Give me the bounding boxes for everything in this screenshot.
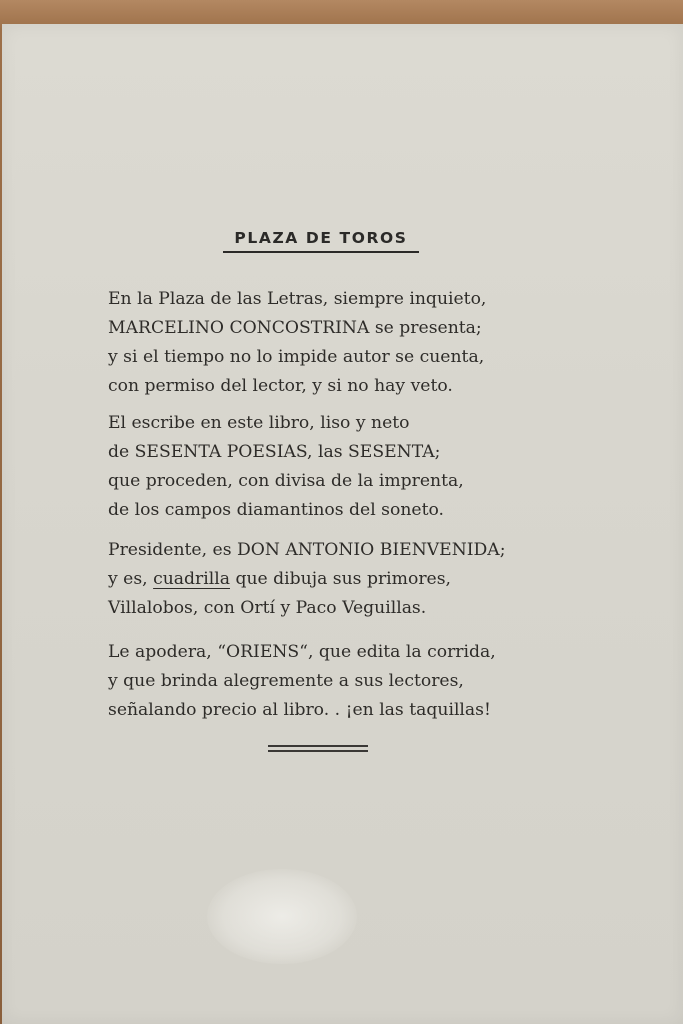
verse-line: Presidente, es DON ANTONIO BIENVENIDA;: [108, 540, 506, 560]
verse-line: de los campos diamantinos del soneto.: [108, 500, 444, 520]
paper-stain: [207, 869, 357, 964]
verse-line: y si el tiempo no lo impide autor se cuenta,: [108, 347, 485, 367]
verse-line: que proceden, con divisa de la imprenta,: [108, 471, 464, 491]
verse-line: y que brinda alegremente a sus lectores,: [108, 671, 464, 691]
closing-rule-top: [268, 745, 368, 747]
verse-line: de SESENTA POESIAS, las SESENTA;: [108, 442, 441, 462]
verse-line: En la Plaza de las Letras, siempre inquieto,: [108, 289, 487, 309]
stanza-4: [108, 638, 496, 725]
verse-line: señalando precio al libro. . ¡en las taquillas!: [108, 700, 491, 720]
stanza-2: [108, 409, 464, 525]
page-title: PLAZA DE TOROS: [234, 229, 408, 247]
title-underline: [223, 251, 419, 253]
verse-line: Villalobos, con Ortí y Paco Veguillas.: [108, 598, 427, 618]
verse-line: Le apodera, “ORIENS“, que edita la corrida,: [108, 642, 496, 662]
closing-rule-bottom: [268, 750, 368, 752]
verse-fragment: que dibuja sus primores,: [230, 569, 451, 589]
stanza-1: [108, 285, 486, 401]
verse-line: [108, 565, 506, 594]
verse-line: MARCELINO CONCOSTRINA se presenta;: [108, 318, 482, 338]
underlined-word: cuadrilla: [153, 569, 230, 589]
verse-fragment: y es,: [108, 569, 154, 589]
verse-line: con permiso del lector, y si no hay veto.: [108, 376, 453, 396]
verse-line: El escribe en este libro, liso y neto: [108, 413, 410, 433]
stanza-3: [108, 536, 506, 623]
